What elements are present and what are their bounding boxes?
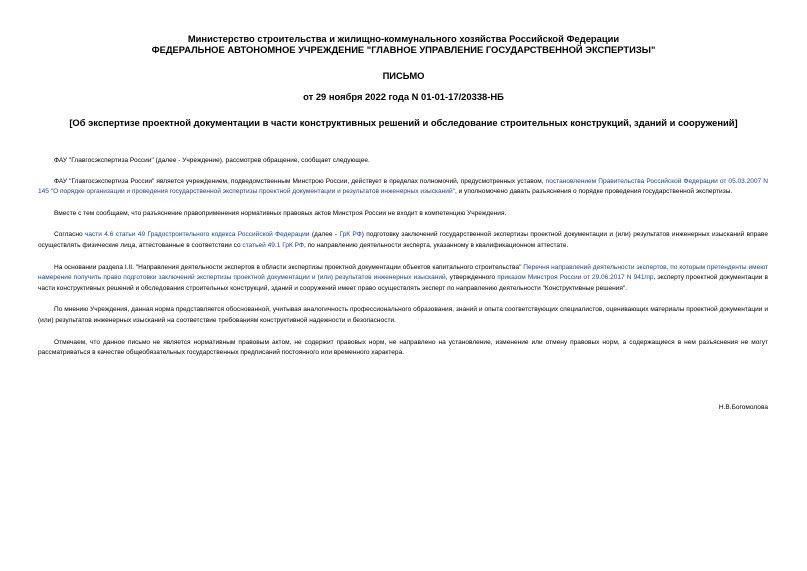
link-government-decree[interactable]: постановлением Правительства Российской Федерации от 05.03.2007 N 145 "О порядке организации и проведения государственной экспертизы проектной документации и результатов инженерных изысканий" [38, 177, 769, 196]
paragraph-text: , эксперту проектной документации в части конструктивных решений и обследования строительных конструкций, зданий и сооружений имеет право осуществлять эксперт по направлению деятельности "Конструктивные решения". [38, 274, 768, 292]
document-body [38, 156, 768, 370]
paragraph-disclaimer: Отмечаем, что данное письмо не является нормативным правовым актом, не содержит правовых норм, не направлено на установление, изменение или отмену правовых норм, а содержащиеся в нем разъяснения не могут рассматриваться в качестве общеобязательных государственных предписаний постоянного или временного характера. [38, 338, 768, 357]
link-grk-article-49-1[interactable]: статьей 49.1 ГрК РФ [242, 241, 304, 249]
paragraph-text: ФАУ "Главгосэкспертиза России" является учреждением, подведомственным Минстрою России, действует в пределах полномочий, предусмотренных уставом, [54, 177, 546, 185]
ministry-name: Министерство строительства и жилищно-коммунального хозяйства Российской Федерации [187, 33, 620, 44]
link-grk-article-49[interactable]: части 4.6 статьи 49 Градостроительного кодекса Российской Федерации [84, 231, 310, 239]
paragraph-text: ) подготовку заключений государственной экспертизы проектной документации и (или) результатов инженерных изысканий вправе осуществлять физические лица, аттестованные в соответствии со [38, 231, 768, 249]
link-expert-directions-list[interactable]: Перечня направлений деятельности экспертов, по которым претенденты имеют намерение получить право подготовки заключений экспертизы проектной документации и (или) результатов инженерных изысканий [38, 263, 769, 282]
paragraph-expert-directions [38, 263, 768, 295]
document-date-number: от 29 ноября 2022 года N 01-01-17/20338-НБ [303, 91, 504, 102]
signature: Н.В.Богомолова [718, 404, 768, 411]
paragraph-authority [38, 177, 768, 198]
paragraph-opinion: По мнению Учреждения, данная норма представляется обоснованной, учитывая аналогичность профессионального образования, знаний и опыта соответствующих специалистов, оценивающих материалы проектной документации и (или) результатов инженерных изысканий на соответствие требованиям конструктивной надежности и безопасности. [38, 306, 768, 324]
paragraph-text: , и уполномочено давать разъяснения о порядке проведения государственной экспертизы. [454, 188, 733, 196]
link-minstroy-order[interactable]: приказом Минстроя России от 29.06.2017 N 941/пр [497, 274, 654, 282]
paragraph-intro: ФАУ "Главгосэкспертиза России" (далее - Учреждение), рассмотрев обращение, сообщает следующее. [54, 157, 370, 164]
agency-name: ФЕДЕРАЛЬНОЕ АВТОНОМНОЕ УЧРЕЖДЕНИЕ "ГЛАВНОЕ УПРАВЛЕНИЕ ГОСУДАРСТВЕННОЙ ЭКСПЕРТИЗЫ" [151, 44, 656, 55]
paragraph-text: Согласно [54, 231, 85, 239]
document-title: [Об экспертизе проектной документации в части конструктивных решений и обследование строительных конструкций, зданий и сооружений] [69, 117, 738, 128]
paragraph-text: , утвержденного [445, 274, 498, 282]
paragraph-text: , по направлению деятельности эксперта, указанному в квалификационном аттестате. [303, 241, 569, 249]
link-grk[interactable]: ГрК РФ [339, 231, 362, 239]
paragraph-town-planning-code [38, 230, 768, 251]
paragraph-text: На основании раздела I.II. "Направления деятельности экспертов в области экспертизы проектной документации объектов капитального строительства" [54, 263, 524, 271]
document-type: ПИСЬМО [382, 70, 425, 81]
paragraph-text: (далее - [309, 231, 340, 239]
paragraph-competence: Вместе с тем сообщаем, что разъяснение правоприменения нормативных правовых актов Минстроя России не входит в компетенцию Учреждения. [54, 209, 507, 217]
